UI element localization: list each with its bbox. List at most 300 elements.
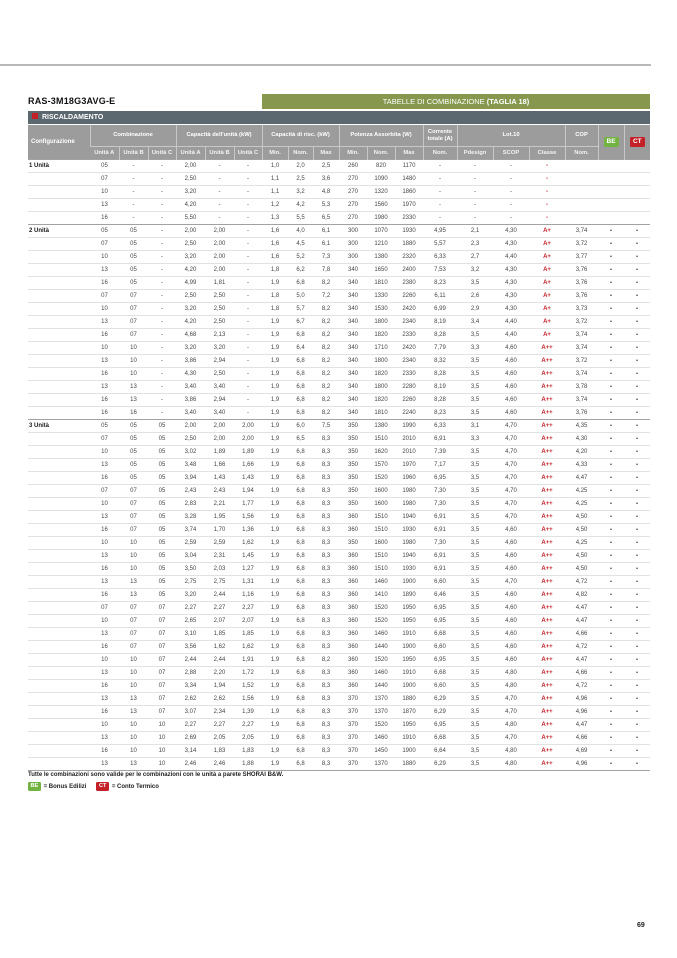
value-cell: 4,80	[493, 680, 529, 693]
table-row	[28, 758, 650, 771]
value-cell: 3,5	[457, 381, 493, 394]
value-cell: 370	[339, 732, 367, 745]
table-row	[28, 407, 650, 420]
value-cell: 07	[148, 602, 176, 615]
config-cell	[28, 628, 90, 641]
value-cell: 8,23	[423, 407, 457, 420]
value-cell: -	[205, 212, 234, 225]
value-cell: 1900	[395, 680, 423, 693]
value-cell: 1950	[395, 654, 423, 667]
value-cell: 3,5	[457, 667, 493, 680]
value-cell: 4,70	[493, 420, 529, 433]
incentive-dot-cell	[624, 186, 650, 199]
value-cell: 3,4	[457, 316, 493, 329]
classe-cell: A++	[529, 420, 565, 433]
classe-cell: A++	[529, 407, 565, 420]
value-cell: 8,3	[313, 537, 339, 550]
value-cell: 1,8	[262, 290, 288, 303]
value-cell: -	[119, 199, 148, 212]
value-cell: 2,00	[205, 420, 234, 433]
value-cell: 05	[119, 225, 148, 238]
value-cell: 8,3	[313, 667, 339, 680]
value-cell: 2330	[395, 329, 423, 342]
value-cell: -	[205, 199, 234, 212]
value-cell: 1880	[395, 238, 423, 251]
value-cell: 1380	[367, 251, 395, 264]
table-row	[28, 420, 650, 433]
value-cell: -	[423, 199, 457, 212]
incentive-dot-cell: •	[624, 355, 650, 368]
value-cell: 2340	[395, 316, 423, 329]
value-cell: 4,30	[493, 264, 529, 277]
value-cell: 13	[90, 758, 119, 771]
value-cell: 2,83	[176, 498, 205, 511]
value-cell: 6,8	[288, 641, 313, 654]
incentive-dot-cell: •	[598, 446, 624, 459]
value-cell: 1940	[395, 511, 423, 524]
value-cell: 4,60	[493, 550, 529, 563]
incentive-dot-cell: •	[598, 459, 624, 472]
classe-cell: A++	[529, 576, 565, 589]
value-cell: 1510	[367, 511, 395, 524]
value-cell: -	[457, 160, 493, 173]
value-cell: 3,77	[565, 251, 598, 264]
incentive-dot-cell: •	[624, 303, 650, 316]
value-cell: 2,00	[234, 420, 262, 433]
table-row	[28, 433, 650, 446]
col-nom-: Nom.	[423, 147, 457, 160]
value-cell: 6,29	[423, 706, 457, 719]
value-cell: 340	[339, 355, 367, 368]
value-cell: 07	[148, 641, 176, 654]
value-cell: 6,8	[288, 589, 313, 602]
value-cell: 6,5	[313, 212, 339, 225]
value-cell: 350	[339, 459, 367, 472]
value-cell: 8,3	[313, 511, 339, 524]
value-cell: 1510	[367, 563, 395, 576]
value-cell: 1,9	[262, 342, 288, 355]
value-cell: -	[148, 264, 176, 277]
config-cell	[28, 355, 90, 368]
value-cell: 05	[119, 446, 148, 459]
value-cell: 8,3	[313, 433, 339, 446]
value-cell: 07	[90, 602, 119, 615]
value-cell: 4,60	[493, 537, 529, 550]
config-cell	[28, 602, 90, 615]
value-cell: 1570	[367, 459, 395, 472]
classe-cell: A+	[529, 316, 565, 329]
value-cell: 6,8	[288, 524, 313, 537]
value-cell: 6,33	[423, 420, 457, 433]
value-cell: 2,44	[205, 589, 234, 602]
value-cell: 1,56	[234, 511, 262, 524]
value-cell: 07	[148, 654, 176, 667]
col-unit-c: Unità C	[234, 147, 262, 160]
value-cell: 4,30	[493, 303, 529, 316]
incentive-dot-cell: •	[624, 342, 650, 355]
incentive-dot-cell: •	[624, 420, 650, 433]
value-cell: 7,5	[313, 420, 339, 433]
value-cell: 8,3	[313, 498, 339, 511]
value-cell: 1370	[367, 706, 395, 719]
value-cell: 1460	[367, 732, 395, 745]
value-cell: 1900	[395, 745, 423, 758]
value-cell: 1170	[395, 160, 423, 173]
value-cell: 3,5	[457, 394, 493, 407]
value-cell: 05	[148, 589, 176, 602]
value-cell: 07	[119, 498, 148, 511]
ct-legend-text: = Conto Termico	[111, 783, 159, 790]
value-cell: 1450	[367, 745, 395, 758]
value-cell: 4,72	[565, 576, 598, 589]
value-cell: 4,35	[565, 420, 598, 433]
value-cell: 10	[119, 719, 148, 732]
incentive-dot-cell: •	[624, 615, 650, 628]
value-cell: 3,5	[457, 537, 493, 550]
value-cell: 2010	[395, 433, 423, 446]
config-cell	[28, 485, 90, 498]
classe-cell: A++	[529, 550, 565, 563]
table-row	[28, 615, 650, 628]
value-cell: 1,66	[234, 459, 262, 472]
table-row	[28, 173, 650, 186]
value-cell: -	[234, 186, 262, 199]
value-cell: -	[234, 277, 262, 290]
value-cell: 1880	[395, 693, 423, 706]
value-cell: 2330	[395, 368, 423, 381]
value-cell: 1,9	[262, 316, 288, 329]
value-cell: 1810	[367, 277, 395, 290]
value-cell: 1,9	[262, 472, 288, 485]
value-cell: 1,9	[262, 693, 288, 706]
value-cell: 3,40	[205, 407, 234, 420]
value-cell: 6,8	[288, 732, 313, 745]
col-unit-c: Unità C	[148, 147, 176, 160]
incentive-dot-cell: •	[598, 303, 624, 316]
value-cell: 6,1	[313, 238, 339, 251]
col-nom-: Nom.	[288, 147, 313, 160]
classe-cell: A+	[529, 277, 565, 290]
value-cell: 3,74	[565, 225, 598, 238]
table-row	[28, 485, 650, 498]
value-cell: 1,9	[262, 615, 288, 628]
value-cell: 1910	[395, 628, 423, 641]
col-group-capacita-unita: Capacità dell'unità (kW)	[176, 125, 262, 147]
value-cell: 1870	[395, 706, 423, 719]
incentive-dot-cell: •	[598, 680, 624, 693]
classe-cell: A+	[529, 251, 565, 264]
legend	[28, 782, 159, 791]
incentive-dot-cell: •	[624, 381, 650, 394]
value-cell: 13	[90, 316, 119, 329]
value-cell: 270	[339, 212, 367, 225]
incentive-dot-cell: •	[624, 459, 650, 472]
value-cell: 2,43	[205, 485, 234, 498]
incentive-dot-cell: •	[598, 264, 624, 277]
incentive-dot-cell: •	[624, 446, 650, 459]
value-cell: 2280	[395, 381, 423, 394]
value-cell: 2,34	[205, 706, 234, 719]
value-cell: 4,47	[565, 654, 598, 667]
value-cell: 7,39	[423, 446, 457, 459]
value-cell: 6,95	[423, 602, 457, 615]
classe-cell: A++	[529, 537, 565, 550]
value-cell: 8,2	[313, 342, 339, 355]
value-cell: 6,91	[423, 524, 457, 537]
value-cell: 2,00	[176, 225, 205, 238]
value-cell: 16	[90, 563, 119, 576]
table-row	[28, 524, 650, 537]
value-cell: 5,0	[288, 290, 313, 303]
value-cell: 4,25	[565, 498, 598, 511]
value-cell: 1,9	[262, 719, 288, 732]
value-cell: 2380	[395, 277, 423, 290]
classe-cell: A++	[529, 680, 565, 693]
incentive-dot-cell: •	[624, 485, 650, 498]
value-cell: 10	[148, 745, 176, 758]
value-cell: 2,59	[205, 537, 234, 550]
value-cell: 05	[148, 433, 176, 446]
value-cell: 10	[148, 732, 176, 745]
value-cell: 4,8	[313, 186, 339, 199]
value-cell: -	[493, 160, 529, 173]
value-cell: 1,6	[262, 225, 288, 238]
incentive-dot-cell: •	[598, 524, 624, 537]
value-cell: 1880	[395, 758, 423, 771]
config-cell	[28, 667, 90, 680]
value-cell: 1320	[367, 186, 395, 199]
value-cell: -	[234, 316, 262, 329]
value-cell: 05	[148, 576, 176, 589]
value-cell: -	[234, 225, 262, 238]
value-cell: 1,39	[234, 706, 262, 719]
table-row	[28, 316, 650, 329]
classe-cell: A+	[529, 329, 565, 342]
value-cell: 6,8	[288, 511, 313, 524]
value-cell: -	[148, 381, 176, 394]
value-cell: 6,8	[288, 407, 313, 420]
value-cell: 8,32	[423, 355, 457, 368]
value-cell: 4,70	[493, 498, 529, 511]
value-cell: 1,9	[262, 355, 288, 368]
value-cell: 6,2	[288, 264, 313, 277]
value-cell: 5,50	[176, 212, 205, 225]
value-cell: 3,5	[457, 329, 493, 342]
value-cell: 1,9	[262, 680, 288, 693]
classe-cell: -	[529, 212, 565, 225]
table-row	[28, 511, 650, 524]
value-cell: 3,5	[457, 446, 493, 459]
config-cell	[28, 186, 90, 199]
incentive-dot-cell: •	[598, 706, 624, 719]
value-cell: 2240	[395, 407, 423, 420]
table-row	[28, 394, 650, 407]
value-cell: 2,59	[176, 537, 205, 550]
value-cell: 4,60	[493, 602, 529, 615]
value-cell: 1890	[395, 589, 423, 602]
value-cell: 3,2	[288, 186, 313, 199]
value-cell: 05	[119, 420, 148, 433]
value-cell: 3,5	[457, 407, 493, 420]
value-cell: -	[119, 212, 148, 225]
value-cell: 1520	[367, 719, 395, 732]
value-cell: -	[234, 264, 262, 277]
incentive-dot-cell: •	[624, 628, 650, 641]
config-cell	[28, 446, 90, 459]
value-cell: 3,3	[457, 433, 493, 446]
config-cell	[28, 550, 90, 563]
value-cell: 1990	[395, 420, 423, 433]
banner-title-bold: (TAGLIA 18)	[486, 97, 530, 106]
classe-cell: A++	[529, 615, 565, 628]
config-cell	[28, 342, 90, 355]
value-cell: 1,16	[234, 589, 262, 602]
value-cell: 6,33	[423, 251, 457, 264]
value-cell: 3,5	[457, 693, 493, 706]
value-cell: 2,27	[234, 602, 262, 615]
value-cell: 1800	[367, 316, 395, 329]
value-cell: 2,13	[205, 329, 234, 342]
incentive-dot-cell: •	[624, 641, 650, 654]
value-cell: 10	[90, 186, 119, 199]
config-cell	[28, 459, 90, 472]
value-cell: -	[493, 212, 529, 225]
incentive-dot-cell: •	[624, 316, 650, 329]
config-cell	[28, 394, 90, 407]
value-cell: 3,5	[457, 732, 493, 745]
value-cell: 6,1	[313, 225, 339, 238]
value-cell: 4,66	[565, 732, 598, 745]
value-cell: 360	[339, 576, 367, 589]
table-row	[28, 212, 650, 225]
value-cell: 1440	[367, 641, 395, 654]
value-cell: 2,5	[313, 160, 339, 173]
value-cell: 5,57	[423, 238, 457, 251]
value-cell: 8,3	[313, 680, 339, 693]
incentive-dot-cell: •	[598, 251, 624, 264]
value-cell: 4,80	[493, 745, 529, 758]
value-cell: 4,80	[493, 758, 529, 771]
config-cell	[28, 680, 90, 693]
value-cell: 1,52	[234, 680, 262, 693]
value-cell: 7,30	[423, 485, 457, 498]
table-row	[28, 563, 650, 576]
config-cell	[28, 212, 90, 225]
value-cell: 6,8	[288, 485, 313, 498]
value-cell: 1,62	[205, 641, 234, 654]
value-cell: 1,9	[262, 563, 288, 576]
col-group-ct	[624, 125, 650, 160]
incentive-dot-cell: •	[624, 654, 650, 667]
table-row	[28, 225, 650, 238]
config-cell	[28, 316, 90, 329]
config-cell	[28, 199, 90, 212]
value-cell: 05	[119, 433, 148, 446]
value-cell: 370	[339, 693, 367, 706]
value-cell: 3,20	[176, 303, 205, 316]
value-cell: 4,33	[565, 459, 598, 472]
value-cell: 3,56	[176, 641, 205, 654]
col-group-configurazione: Configurazione	[28, 125, 90, 160]
value-cell: 6,91	[423, 563, 457, 576]
value-cell: 6,4	[288, 342, 313, 355]
value-cell: 340	[339, 394, 367, 407]
value-cell: 6,8	[288, 667, 313, 680]
value-cell: 6,8	[288, 329, 313, 342]
value-cell: 360	[339, 641, 367, 654]
classe-cell: A++	[529, 732, 565, 745]
value-cell: 8,3	[313, 628, 339, 641]
value-cell: 1900	[395, 576, 423, 589]
value-cell: 4,40	[493, 251, 529, 264]
config-cell	[28, 472, 90, 485]
incentive-dot-cell: •	[624, 745, 650, 758]
classe-cell: A++	[529, 745, 565, 758]
value-cell: 10	[90, 654, 119, 667]
value-cell: 1,9	[262, 732, 288, 745]
incentive-dot-cell	[624, 160, 650, 173]
incentive-dot-cell: •	[598, 355, 624, 368]
value-cell: 300	[339, 251, 367, 264]
value-cell: 1440	[367, 680, 395, 693]
value-cell: 1,62	[234, 537, 262, 550]
value-cell: 3,78	[565, 381, 598, 394]
value-cell: 300	[339, 225, 367, 238]
incentive-dot-cell: •	[598, 602, 624, 615]
value-cell: 3,5	[457, 485, 493, 498]
value-cell: 16	[90, 329, 119, 342]
incentive-dot-cell: •	[624, 368, 650, 381]
value-cell: 1,45	[234, 550, 262, 563]
value-cell: 3,5	[457, 563, 493, 576]
value-cell: 1,9	[262, 667, 288, 680]
value-cell: 6,8	[288, 758, 313, 771]
value-cell: 07	[119, 329, 148, 342]
value-cell: 370	[339, 706, 367, 719]
value-cell: 6,8	[288, 355, 313, 368]
value-cell: 16	[90, 394, 119, 407]
value-cell: 1,83	[234, 745, 262, 758]
value-cell: 3,5	[457, 706, 493, 719]
value-cell: 13	[90, 381, 119, 394]
value-cell: 4,70	[493, 693, 529, 706]
value-cell	[565, 160, 598, 173]
value-cell: -	[457, 186, 493, 199]
value-cell: 2,44	[176, 654, 205, 667]
value-cell: 1,88	[234, 758, 262, 771]
value-cell: 07	[119, 524, 148, 537]
value-cell: 270	[339, 173, 367, 186]
config-cell	[28, 758, 90, 771]
value-cell: 350	[339, 537, 367, 550]
incentive-dot-cell: •	[598, 420, 624, 433]
value-cell: 3,76	[565, 264, 598, 277]
value-cell: 1460	[367, 628, 395, 641]
classe-cell: A++	[529, 758, 565, 771]
value-cell: -	[234, 368, 262, 381]
value-cell: 4,72	[565, 641, 598, 654]
value-cell: 2,3	[457, 238, 493, 251]
incentive-dot-cell: •	[624, 472, 650, 485]
incentive-dot-cell: •	[598, 589, 624, 602]
value-cell: 5,7	[288, 303, 313, 316]
value-cell: 1820	[367, 329, 395, 342]
value-cell: 4,60	[493, 524, 529, 537]
value-cell: 6,8	[288, 381, 313, 394]
value-cell: 3,72	[565, 355, 598, 368]
value-cell: 3,76	[565, 407, 598, 420]
table-row	[28, 199, 650, 212]
